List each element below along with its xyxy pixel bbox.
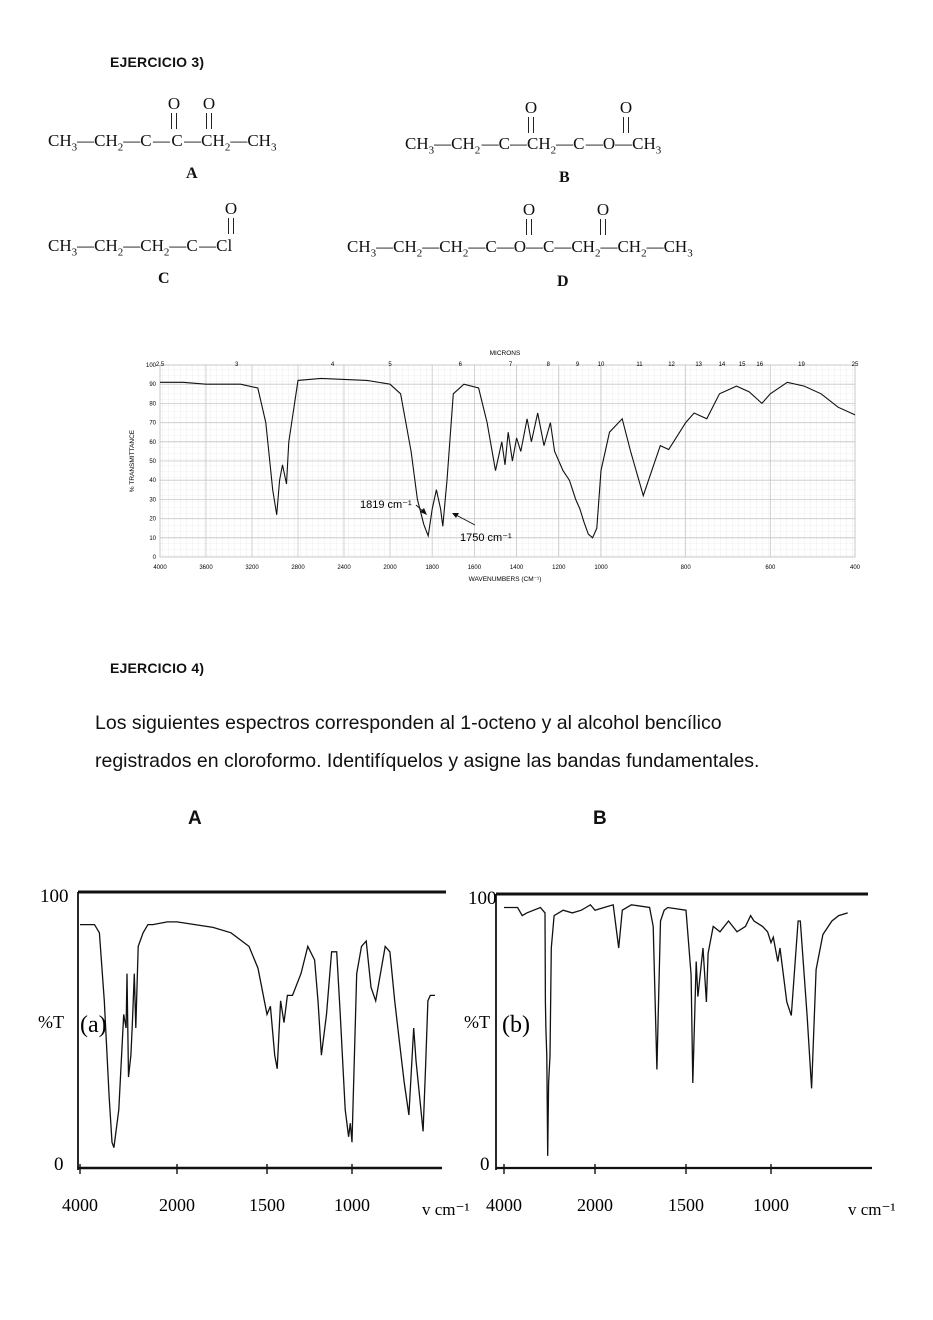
spectrum-a-y-label: %T	[38, 1012, 64, 1032]
y-tick-label: 10	[149, 535, 156, 542]
spectrum-b-x-unit: v cm⁻¹	[848, 1200, 896, 1219]
annotation-1819: 1819 cm⁻¹	[360, 499, 412, 511]
micron-tick-label: 13	[695, 362, 703, 368]
x-tick-label: 2000	[159, 1195, 195, 1215]
x-tick-label: 1000	[334, 1195, 370, 1215]
x-tick-label: 1500	[668, 1195, 704, 1215]
x-tick-label: 2000	[577, 1195, 613, 1215]
compound-a-label: A	[186, 165, 198, 182]
exercise-3-title: EJERCICIO 3)	[110, 54, 205, 70]
spectrum-a-x-unit: v cm⁻¹	[422, 1200, 470, 1219]
x-tick-label: 400	[849, 565, 861, 571]
spectrum-b-y-top: 100	[468, 888, 497, 909]
spectrum-a-trace	[80, 922, 435, 1148]
x-tick-label: 4000	[486, 1195, 522, 1215]
exercise-4-text-line-1: Los siguientes espectros corresponden al 1-octeno y al alcohol bencílico	[95, 712, 722, 734]
y-tick-label: 80	[149, 401, 156, 408]
micron-tick-label: 11	[636, 362, 643, 368]
spectrum-b-y-bottom: 0	[480, 1154, 490, 1175]
micron-tick-label: 14	[718, 362, 726, 368]
micron-tick-label: 7	[508, 362, 513, 368]
micron-tick-label: 19	[798, 362, 805, 368]
y-tick-label: 100	[145, 363, 156, 369]
micron-tick-label: 9	[575, 362, 580, 368]
micron-tick-label: 10	[597, 362, 605, 368]
x-tick-label: 1500	[249, 1195, 285, 1215]
x-tick-label: 3600	[199, 565, 213, 571]
x-tick-label: 1400	[509, 565, 524, 571]
x-tick-label: 1800	[425, 565, 439, 571]
spectrum-y-axis-title: % TRANSMITTANCE	[129, 429, 136, 493]
y-tick-label: 60	[149, 439, 156, 446]
micron-tick-label: 8	[546, 362, 550, 368]
exercise-4-title: EJERCICIO 4)	[110, 660, 205, 676]
spectrum-top-axis-title: MICRONS	[489, 350, 521, 357]
micron-tick-label: 5	[388, 362, 392, 368]
ir-spectrum-exercise-3	[120, 345, 870, 590]
micron-tick-label: 2.5	[155, 362, 165, 368]
spectrum-a-letter: A	[188, 808, 202, 829]
y-tick-label: 30	[149, 497, 156, 504]
micron-tick-label: 12	[668, 362, 675, 368]
spectrum-a-y-bottom: 0	[54, 1154, 64, 1175]
exercise-4-text-line-2: registrados en cloroformo. Identifíquelos y asigne las bandas fundamentales.	[95, 750, 760, 772]
x-tick-label: 2400	[337, 565, 351, 571]
ir-spectrum-a	[30, 880, 470, 1230]
y-tick-label: 0	[152, 555, 156, 561]
annotation-1750: 1750 cm⁻¹	[460, 532, 512, 544]
spectrum-a-panel-label: (a)	[80, 1012, 107, 1038]
micron-tick-label: 16	[756, 362, 764, 368]
compound-b-label: B	[559, 169, 570, 186]
spectrum-b-trace	[504, 905, 848, 1156]
micron-tick-label: 4	[330, 362, 335, 368]
micron-tick-label: 6	[458, 362, 463, 368]
x-tick-label: 1000	[753, 1195, 789, 1215]
x-tick-label: 1200	[552, 565, 566, 571]
y-tick-label: 50	[149, 459, 156, 465]
y-tick-label: 20	[149, 516, 156, 523]
spectrum-b-panel-label: (b)	[502, 1012, 530, 1038]
spectrum-b-y-label: %T	[464, 1012, 490, 1032]
spectrum-a-y-top: 100	[40, 886, 69, 907]
micron-tick-label: 25	[851, 362, 859, 368]
x-tick-label: 1600	[467, 565, 482, 571]
compound-c-label: C	[158, 270, 170, 287]
y-tick-label: 90	[149, 382, 156, 389]
x-tick-label: 1000	[594, 565, 608, 571]
ir-spectrum-b	[460, 880, 910, 1230]
x-tick-label: 2000	[383, 565, 397, 571]
y-tick-label: 40	[149, 478, 156, 485]
micron-tick-label: 15	[738, 362, 746, 368]
x-tick-label: 600	[765, 565, 776, 571]
x-tick-label: 800	[680, 565, 691, 571]
x-tick-label: 2800	[291, 565, 305, 571]
x-tick-label: 4000	[153, 565, 167, 571]
spectrum-b-letter: B	[593, 808, 607, 829]
x-tick-label: 4000	[62, 1195, 98, 1215]
spectrum-x-axis-title: WAVENUMBERS (CM⁻¹)	[468, 576, 542, 583]
x-tick-label: 3200	[245, 565, 259, 571]
compound-d-label: D	[557, 273, 569, 290]
y-tick-label: 70	[149, 420, 156, 427]
micron-tick-label: 3	[234, 362, 239, 368]
